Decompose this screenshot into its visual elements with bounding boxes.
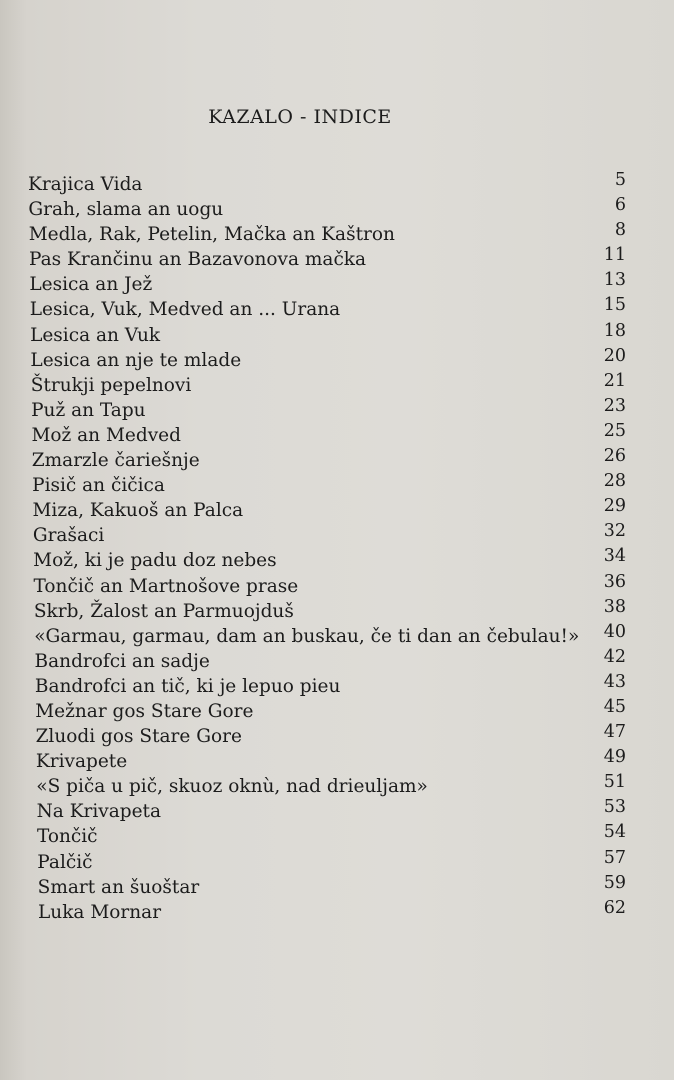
toc-entry-page: 8 — [614, 220, 626, 241]
toc-entry-title: Tončič — [36, 826, 98, 848]
toc-entry-page: 40 — [603, 621, 626, 642]
toc-entry — [0, 774, 674, 799]
toc-entry — [0, 548, 674, 573]
toc-entry — [0, 799, 674, 824]
toc-entry-title: Puž an Tapu — [31, 399, 146, 421]
toc-entry-page: 43 — [603, 671, 626, 692]
toc-entry — [0, 247, 674, 272]
toc-entry — [0, 172, 674, 197]
toc-entry-title: Lesica an Jež — [29, 274, 153, 296]
toc-entry — [0, 724, 674, 749]
toc-entry — [0, 646, 674, 674]
toc-entry-page: 53 — [603, 797, 626, 818]
toc-entry-title: Zmarzle čariešnje — [31, 450, 200, 472]
toc-entry-title: Lesica an Vuk — [30, 324, 161, 346]
toc-entry-page: 18 — [603, 320, 626, 341]
toc-entry-page: 51 — [603, 772, 626, 793]
toc-entry-page: 5 — [614, 170, 626, 190]
toc-entry-title: Zluodi gos Stare Gore — [35, 726, 242, 748]
toc-entry — [0, 749, 674, 774]
toc-entry-page: 25 — [603, 420, 626, 441]
toc-entry — [0, 498, 674, 523]
toc-entry-page: 62 — [603, 897, 626, 918]
toc-entry-title: Krivapete — [35, 751, 128, 773]
toc-entry — [0, 596, 674, 624]
toc-entry — [0, 272, 674, 297]
toc-entry-page: 38 — [603, 596, 626, 617]
toc-entry-title: Štrukji pepelnovi — [30, 374, 192, 396]
toc-entry-page: 36 — [603, 571, 626, 592]
toc-entry — [0, 621, 674, 649]
toc-entry-title: Lesica an nje te mlade — [30, 349, 242, 371]
toc-entry — [0, 345, 674, 373]
toc-entry-page: 21 — [603, 370, 626, 391]
table-of-contents — [0, 172, 674, 925]
toc-entry-title: «Garmau, garmau, dam an buskau, če ti dan an čebulau!» — [34, 625, 580, 647]
toc-entry-title: Bandrofci an tič, ki je lepuo pieu — [34, 675, 341, 697]
toc-entry-title: Bandrofci an sadje — [34, 650, 210, 672]
toc-entry-title: Pisič an čičica — [32, 475, 165, 497]
toc-entry-page: 49 — [603, 747, 626, 768]
toc-entry-title: Na Krivapeta — [36, 801, 162, 823]
toc-entry-page: 59 — [603, 872, 626, 893]
toc-entry-title: Skrb, Žalost an Parmuojduš — [33, 600, 294, 622]
toc-entry — [0, 897, 674, 925]
toc-entry — [0, 370, 674, 398]
toc-entry — [0, 197, 674, 222]
toc-entry — [0, 571, 674, 599]
toc-entry-title: Luka Mornar — [38, 901, 162, 923]
toc-entry-page: 32 — [603, 521, 626, 542]
toc-entry — [0, 847, 674, 875]
toc-entry-page: 13 — [603, 270, 626, 291]
toc-entry — [0, 320, 674, 348]
toc-entry — [0, 448, 674, 473]
toc-entry-title: Pas Krančinu an Bazavonova mačka — [29, 249, 367, 271]
toc-entry-title: Smart an šuoštar — [37, 876, 200, 898]
toc-entry-page: 42 — [603, 646, 626, 667]
toc-entry — [0, 671, 674, 699]
toc-entry-page: 29 — [603, 496, 626, 517]
toc-entry-title: «S piča u pič, skuoz oknù, nad drieuljam» — [36, 776, 428, 798]
toc-entry-page: 34 — [603, 546, 626, 567]
toc-entry-title: Tončič an Martnošove prase — [33, 575, 299, 597]
toc-entry-page: 28 — [603, 471, 626, 492]
toc-entry-page: 20 — [603, 345, 626, 366]
toc-entry-title: Grah, slama an uogu — [28, 199, 224, 221]
toc-entry-title: Mož an Medved — [31, 424, 181, 446]
toc-entry-page: 57 — [603, 847, 626, 868]
toc-entry — [0, 872, 674, 900]
toc-entry — [0, 824, 674, 849]
toc-entry-page: 47 — [603, 722, 626, 743]
toc-entry — [0, 297, 674, 322]
toc-entry-title: Lesica, Vuk, Medved an ... Urana — [29, 299, 341, 321]
toc-entry — [0, 473, 674, 498]
toc-entry — [0, 222, 674, 247]
toc-entry-page: 23 — [603, 395, 626, 416]
toc-entry-title: Palčič — [37, 851, 93, 873]
toc-entry-page: 11 — [603, 245, 626, 266]
toc-entry — [0, 696, 674, 724]
toc-entry-page: 54 — [603, 822, 626, 843]
toc-entry-title: Krajica Vida — [28, 174, 143, 195]
toc-entry-title: Miza, Kakuoš an Palca — [32, 500, 244, 522]
toc-entry-title: Medla, Rak, Petelin, Mačka an Kaštron — [28, 224, 395, 246]
toc-entry-page: 15 — [603, 295, 626, 316]
toc-entry — [0, 395, 674, 423]
toc-entry-page: 45 — [603, 696, 626, 717]
toc-entry-page: 6 — [614, 195, 626, 216]
toc-entry-title: Mož, ki je padu doz nebes — [33, 550, 277, 572]
toc-entry-title: Mežnar gos Stare Gore — [35, 700, 254, 722]
page-title: KAZALO - INDICE — [208, 106, 392, 128]
toc-entry — [0, 523, 674, 548]
toc-entry — [0, 420, 674, 448]
toc-entry-page: 26 — [603, 446, 626, 467]
toc-entry-title: Grašaci — [32, 525, 105, 547]
